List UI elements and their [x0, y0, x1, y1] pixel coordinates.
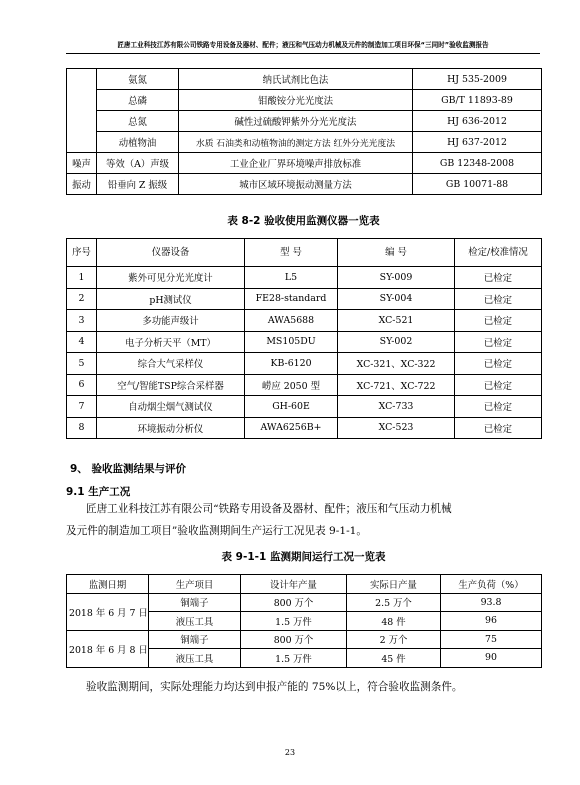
page-header: 匠唐工业科技江苏有限公司铁路专用设备及器材、配件；液压和气压动力机械及元件的制造加工项目环保“三同时”验收监测报告 — [117, 41, 489, 49]
cell: 综合大气采样仪 — [97, 353, 245, 375]
instruments-table — [66, 238, 542, 439]
cell: 液压工具 — [149, 612, 241, 631]
column-header: 编 号 — [338, 239, 455, 267]
item-cell: 总氮 — [97, 111, 179, 132]
cell: 7 — [67, 396, 97, 418]
date-cell: 2018 年 6 月 8 日 — [67, 630, 149, 667]
category-cell: 噪声 — [67, 153, 97, 174]
column-header: 生产负荷（%） — [441, 575, 542, 594]
item-cell: 动植物油 — [97, 132, 179, 153]
cell: KB-6120 — [245, 353, 338, 375]
paragraph-line: 及元件的制造加工项目”验收监测期间生产运行工况见表 9-1-1。 — [66, 525, 368, 537]
standard-cell: GB/T 11893-89 — [413, 90, 542, 111]
method-cell: 钼酸铵分光光度法 — [179, 90, 413, 111]
cell: pH测试仪 — [97, 288, 245, 310]
cell: 2 — [67, 288, 97, 310]
conditions-table — [66, 574, 542, 668]
table-row — [67, 153, 542, 174]
cell: 已检定 — [455, 396, 542, 418]
cell: XC-523 — [338, 417, 455, 439]
table-row — [67, 630, 542, 649]
section-9-1-paragraph — [66, 498, 544, 542]
table-header-row — [67, 239, 542, 267]
cell: 1.5 万件 — [241, 649, 347, 668]
table-row — [67, 90, 542, 111]
cell: 75 — [441, 630, 542, 649]
cell: 1 — [67, 267, 97, 289]
table-row — [67, 69, 542, 90]
cell: FE28-standard — [245, 288, 338, 310]
table-row — [67, 288, 542, 310]
method-cell: 城市区域环境振动测量方法 — [179, 174, 413, 195]
table-row — [67, 132, 542, 153]
table-row — [67, 353, 542, 375]
table-row — [67, 267, 542, 289]
cell: 自动烟尘烟气测试仪 — [97, 396, 245, 418]
date-cell: 2018 年 6 月 7 日 — [67, 593, 149, 630]
table-row — [67, 417, 542, 439]
cell: 800 万个 — [241, 630, 347, 649]
conditions-table-caption: 表 9-1-1 监测期间运行工况一览表 — [221, 551, 386, 563]
table-row — [67, 396, 542, 418]
cell: 5 — [67, 353, 97, 375]
cell: 液压工具 — [149, 649, 241, 668]
item-cell: 总磷 — [97, 90, 179, 111]
column-header: 检定/校准情况 — [455, 239, 542, 267]
cell: 48 件 — [347, 612, 441, 631]
cell: MS105DU — [245, 331, 338, 353]
cell: 6 — [67, 374, 97, 396]
cell: 多功能声级计 — [97, 310, 245, 332]
cell: 已检定 — [455, 353, 542, 375]
item-cell: 氨氮 — [97, 69, 179, 90]
page-number: 23 — [284, 748, 296, 757]
column-header: 监测日期 — [67, 575, 149, 594]
cell: XC-321、XC-322 — [338, 353, 455, 375]
category-cell — [67, 69, 97, 153]
standard-cell: HJ 636-2012 — [413, 111, 542, 132]
table-row — [67, 331, 542, 353]
cell: SY-009 — [338, 267, 455, 289]
cell: XC-733 — [338, 396, 455, 418]
table-row — [67, 593, 542, 612]
method-cell: 纳氏试剂比色法 — [179, 69, 413, 90]
cell: AWA5688 — [245, 310, 338, 332]
header-rule — [66, 53, 540, 54]
cell: 93.8 — [441, 593, 542, 612]
column-header: 型 号 — [245, 239, 338, 267]
cell: 崂应 2050 型 — [245, 374, 338, 396]
cell: 800 万个 — [241, 593, 347, 612]
method-cell: 碱性过硫酸钾紫外分光光度法 — [179, 111, 413, 132]
standard-cell: HJ 637-2012 — [413, 132, 542, 153]
column-header: 实际日产量 — [347, 575, 441, 594]
method-cell: 工业企业厂界环境噪声排放标准 — [179, 153, 413, 174]
cell: SY-002 — [338, 331, 455, 353]
cell: 铜端子 — [149, 630, 241, 649]
cell: 电子分析天平（MT） — [97, 331, 245, 353]
cell: 已检定 — [455, 417, 542, 439]
cell: 2.5 万个 — [347, 593, 441, 612]
standard-cell: HJ 535-2009 — [413, 69, 542, 90]
cell: 已检定 — [455, 331, 542, 353]
standard-cell: GB 12348-2008 — [413, 153, 542, 174]
cell: 1.5 万件 — [241, 612, 347, 631]
cell: 8 — [67, 417, 97, 439]
cell: XC-521 — [338, 310, 455, 332]
standard-cell: GB 10071-88 — [413, 174, 542, 195]
item-cell: 铅垂向 Z 振级 — [97, 174, 179, 195]
cell: 2 万个 — [347, 630, 441, 649]
section-9-title: 9、 验收监测结果与评价 — [70, 463, 186, 475]
table-row — [67, 310, 542, 332]
cell: XC-721、XC-722 — [338, 374, 455, 396]
method-cell: 水质 石油类和动植物油的测定方法 红外分光光度法 — [179, 132, 413, 153]
cell: L5 — [245, 267, 338, 289]
conclusion-paragraph — [66, 676, 544, 698]
table-row — [67, 111, 542, 132]
section-9-1-title: 9.1 生产工况 — [66, 486, 131, 498]
cell: 已检定 — [455, 267, 542, 289]
cell: GH-60E — [245, 396, 338, 418]
cell: 空气/智能TSP综合采样器 — [97, 374, 245, 396]
cell: 45 件 — [347, 649, 441, 668]
table-row — [67, 374, 542, 396]
cell: 环境振动分析仪 — [97, 417, 245, 439]
column-header: 生产项目 — [149, 575, 241, 594]
cell: 已检定 — [455, 374, 542, 396]
cell: 铜端子 — [149, 593, 241, 612]
cell: 4 — [67, 331, 97, 353]
paragraph-line: 验收监测期间，实际处理能力均达到申报产能的 75%以上，符合验收监测条件。 — [86, 681, 463, 693]
item-cell: 等效（A）声级 — [97, 153, 179, 174]
cell: 96 — [441, 612, 542, 631]
column-header: 设计年产量 — [241, 575, 347, 594]
column-header: 仪器设备 — [97, 239, 245, 267]
methods-table — [66, 68, 542, 195]
table-header-row — [67, 575, 542, 594]
paragraph-line: 匠唐工业科技江苏有限公司“铁路专用设备及器材、配件；液压和气压动力机械 — [86, 503, 452, 515]
cell: 90 — [441, 649, 542, 668]
table-row — [67, 174, 542, 195]
cell: AWA6256B+ — [245, 417, 338, 439]
instruments-table-caption: 表 8-2 验收使用监测仪器一览表 — [227, 215, 380, 227]
cell: 紫外可见分光光度计 — [97, 267, 245, 289]
category-cell: 振动 — [67, 174, 97, 195]
cell: SY-004 — [338, 288, 455, 310]
cell: 3 — [67, 310, 97, 332]
column-header: 序号 — [67, 239, 97, 267]
cell: 已检定 — [455, 288, 542, 310]
cell: 已检定 — [455, 310, 542, 332]
